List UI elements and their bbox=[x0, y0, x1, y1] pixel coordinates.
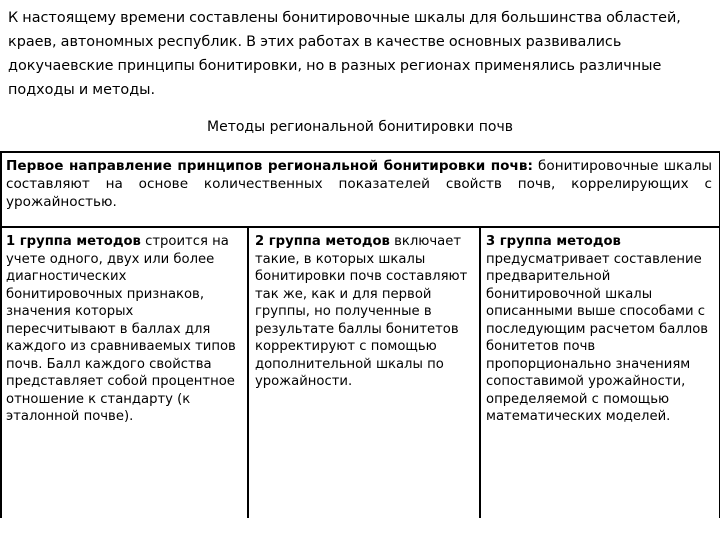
table-column-divider-2 bbox=[479, 226, 481, 518]
group-2-text: включает такие, в которых шкалы бонитировки почв составляют так же, как и для первой группы, но полученные в результате баллы бонитетов корректируют с помощью дополнительной шкалы по урожайности. bbox=[255, 234, 468, 389]
table-row-divider bbox=[0, 226, 720, 228]
group-2-cell bbox=[255, 233, 477, 391]
group-1-text: строится на учете одного, двух или более диагностических бонитировочных признаков, значения которых пересчитывают в баллах для каждого из сравниваемых типов почв. Балл каждого свойства представляет собой процентное отношение к стандарту (к эталонной почве). bbox=[6, 234, 236, 424]
intro-paragraph: К настоящему времени составлены бонитировочные шкалы для большинства областей, краев, автономных республик. В этих работах в качестве основных развивались докучаевские принципы бонитировки, но в разных регионах применялись различные подходы и методы. bbox=[8, 10, 681, 98]
header-title: Первое направление принципов региональной бонитировки почв: bbox=[6, 158, 533, 174]
group-1-cell bbox=[6, 233, 242, 426]
methods-table bbox=[0, 151, 720, 518]
table-header-cell bbox=[6, 157, 712, 211]
table-column-divider-1 bbox=[247, 226, 249, 518]
section-heading: Методы региональной бонитировки почв bbox=[207, 119, 513, 135]
group-3-title: 3 группа методов bbox=[486, 234, 621, 249]
table-top-border bbox=[0, 151, 720, 153]
group-3-cell bbox=[486, 233, 714, 426]
group-2-title: 2 группа методов bbox=[255, 234, 390, 249]
group-1-title: 1 группа методов bbox=[6, 234, 141, 249]
group-3-text: предусматривает составление предварительной бонитировочной шкалы описанными выше способами с последующим расчетом баллов бонитетов почв пропорционально значениям сопоставимой урожайности, определяемой с помощью математических моделей. bbox=[486, 251, 709, 424]
table-left-border bbox=[0, 151, 2, 518]
header-text: бонитировочные шкалы составляют на основе количественных показателей свойств почв, коррелирующих с урожайностью. bbox=[6, 158, 712, 210]
